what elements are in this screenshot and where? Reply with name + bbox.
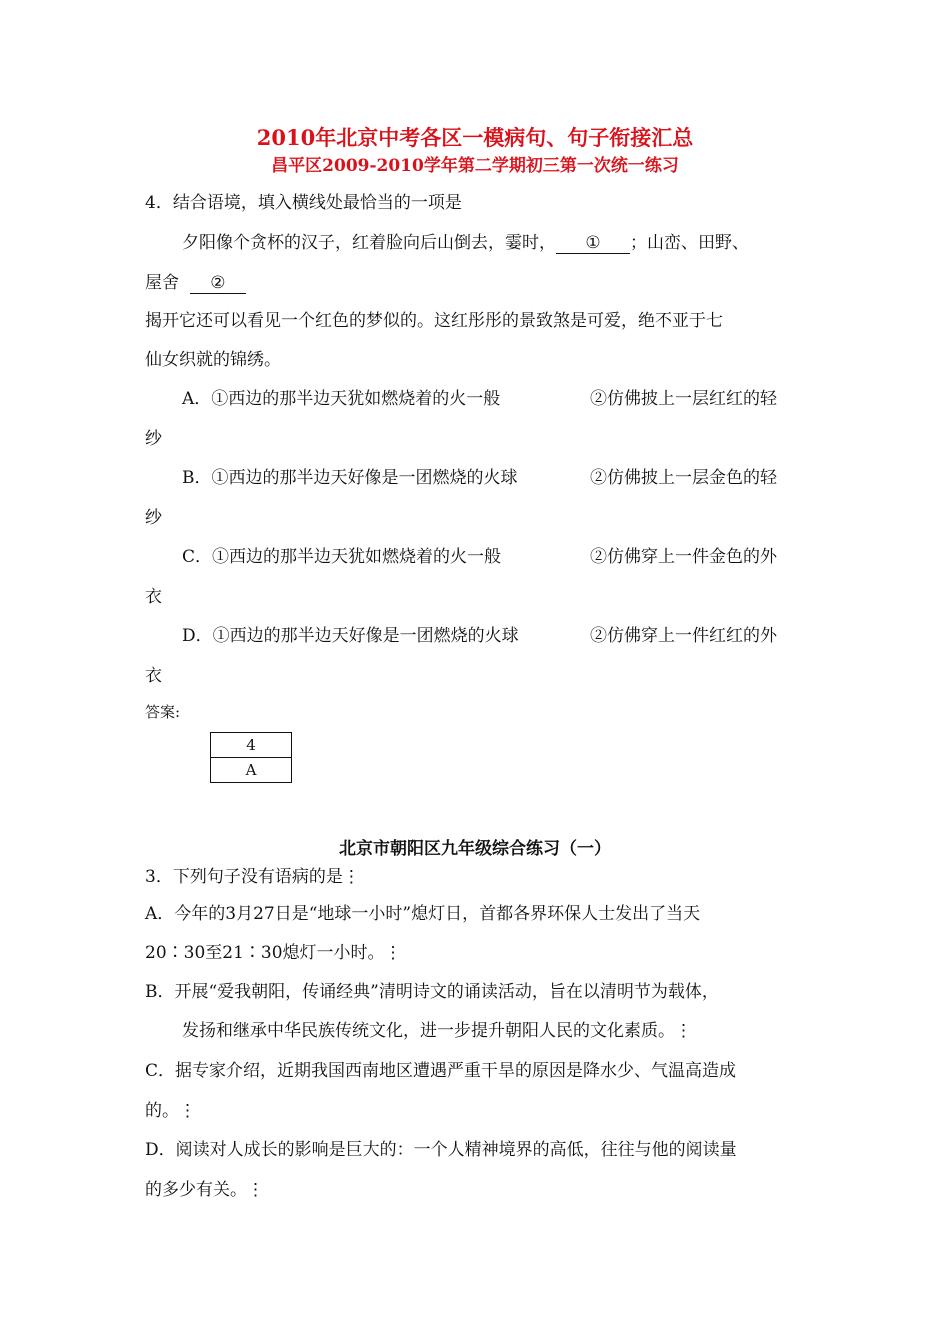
- sub-title: 昌平区2009-2010学年第二学期初三第一次统一练习: [271, 156, 679, 176]
- option-c-wrap: 衣: [145, 587, 162, 607]
- passage-line-2-text: 屋舍: [145, 273, 179, 293]
- q3-line-4: 发扬和继承中华民族传统文化，进一步提升朝阳人民的文化素质。⋮: [182, 1021, 692, 1041]
- q3-line-8: 的多少有关。⋮: [145, 1180, 264, 1200]
- option-d-part1: D．①西边的那半边天好像是一团燃烧的火球: [182, 626, 519, 646]
- passage-line-4: 仙女织就的锦绣。: [145, 350, 281, 370]
- passage-line-3: 揭开它还可以看见一个红色的梦似的。这红彤彤的景致煞是可爱，绝不亚于七: [145, 311, 723, 331]
- q3-line-6: 的。⋮: [145, 1101, 196, 1121]
- answer-number-cell: 4: [211, 733, 292, 758]
- blank-1: ①: [556, 233, 630, 254]
- q3-line-3: B．开展“爱我朝阳，传诵经典”清明诗文的诵读活动，旨在以清明节为载体，: [145, 982, 719, 1002]
- blank-2: ②: [190, 273, 246, 294]
- passage-line-1-tail: ；山峦、田野、: [630, 233, 749, 253]
- option-a-part1: A．①西边的那半边天犹如燃烧着的火一般: [182, 389, 501, 409]
- answer-label: 答案:: [145, 703, 181, 721]
- table-row: [211, 758, 292, 783]
- option-b-part1: B．①西边的那半边天好像是一团燃烧的火球: [182, 468, 518, 488]
- table-row: [211, 733, 292, 758]
- q3-line-5: C．据专家介绍，近期我国西南地区遭遇严重干旱的原因是降水少、气温高造成: [145, 1061, 737, 1081]
- option-d-wrap: 衣: [145, 666, 162, 686]
- option-d-part2: ②仿佛穿上一件红红的外: [590, 626, 777, 646]
- option-b-part2: ②仿佛披上一层金色的轻: [590, 468, 777, 488]
- q3-line-2: 20∶30至21∶30熄灯一小时。⋮: [145, 943, 402, 963]
- q4-stem: 4．结合语境，填入横线处最恰当的一项是: [145, 193, 462, 213]
- option-a-part2: ②仿佛披上一层红红的轻: [590, 389, 777, 409]
- option-a-wrap: 纱: [145, 429, 162, 449]
- q3-stem: 3．下列句子没有语病的是⋮: [145, 867, 360, 887]
- answer-table: [210, 732, 292, 783]
- option-c-part1: C．①西边的那半边天犹如燃烧着的火一般: [182, 547, 502, 567]
- option-c-part2: ②仿佛穿上一件金色的外: [590, 547, 777, 567]
- passage-line-2: [145, 268, 246, 294]
- q3-line-1: A．今年的3月27日是“地球一小时”熄灯日，首都各界环保人士发出了当天: [145, 904, 701, 924]
- option-b-wrap: 纱: [145, 508, 162, 528]
- q3-line-7: D．阅读对人成长的影响是巨大的：一个人精神境界的高低，往往与他的阅读量: [145, 1140, 737, 1160]
- section-2-heading: 北京市朝阳区九年级综合练习（一）: [339, 839, 611, 859]
- main-title: 2010年北京中考各区一模病句、句子衔接汇总: [256, 125, 694, 150]
- passage-line-1-text: 夕阳像个贪杯的汉子，红着脸向后山倒去，霎时，: [182, 233, 556, 253]
- answer-value-cell: A: [211, 758, 292, 783]
- passage-line-1: [182, 228, 749, 254]
